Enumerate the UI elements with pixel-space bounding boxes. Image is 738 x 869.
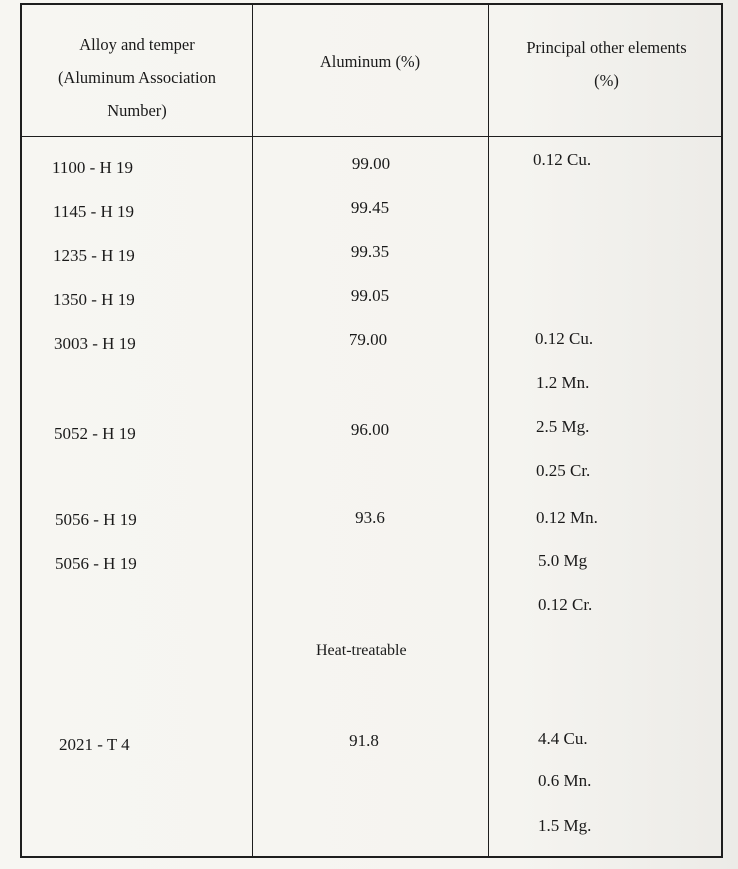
element-cell: 0.12 Mn. — [536, 508, 598, 527]
aluminum-cell: 79.00 — [348, 330, 388, 349]
header-divider — [22, 136, 721, 137]
aluminum-cell: 99.05 — [350, 286, 390, 305]
element-cell: 0.12 Cr. — [538, 595, 593, 614]
header-alloy-line: (Aluminum Association — [57, 68, 217, 87]
aluminum-cell: 99.00 — [351, 154, 391, 173]
aluminum-cell: 99.35 — [350, 242, 390, 261]
element-cell: 0.25 Cr. — [536, 461, 591, 480]
alloy-cell: 5056 - H 19 — [55, 510, 137, 529]
element-cell: 5.0 Mg — [538, 551, 588, 570]
column-divider — [488, 5, 489, 856]
alloy-cell: 2021 - T 4 — [59, 735, 130, 754]
section-label-heat-treatable: Heat-treatable — [316, 642, 407, 659]
aluminum-cell: 99.45 — [350, 198, 390, 217]
header-aluminum-line: Aluminum (%) — [319, 52, 421, 71]
alloy-cell: 5056 - H 19 — [55, 554, 137, 573]
aluminum-cell: 96.00 — [350, 420, 390, 439]
alloy-cell: 5052 - H 19 — [54, 424, 136, 443]
element-cell: 1.5 Mg. — [538, 816, 592, 835]
element-cell: 0.6 Mn. — [538, 771, 592, 790]
header-elements-line: (%) — [594, 71, 619, 90]
element-cell: 0.12 Cu. — [533, 150, 592, 169]
element-cell: 0.12 Cu. — [535, 329, 594, 348]
header-aluminum — [252, 45, 488, 78]
element-cell: 1.2 Mn. — [536, 373, 590, 392]
element-cell: 4.4 Cu. — [538, 729, 588, 748]
column-divider — [252, 5, 253, 856]
alloy-cell: 1235 - H 19 — [53, 246, 135, 265]
alloy-cell: 1100 - H 19 — [52, 158, 134, 177]
element-cell: 2.5 Mg. — [536, 417, 590, 436]
aluminum-cell: 91.8 — [349, 731, 379, 750]
aluminum-cell: 93.6 — [355, 508, 385, 527]
alloy-cell: 3003 - H 19 — [54, 334, 136, 353]
header-elements-line: Principal other elements — [526, 38, 687, 57]
alloy-cell: 1350 - H 19 — [53, 290, 135, 309]
header-alloy — [22, 28, 252, 127]
header-elements — [488, 31, 725, 97]
header-alloy-line: Alloy and temper — [79, 35, 195, 54]
header-alloy-line: Number) — [107, 101, 167, 120]
alloy-cell: 1145 - H 19 — [53, 202, 135, 221]
